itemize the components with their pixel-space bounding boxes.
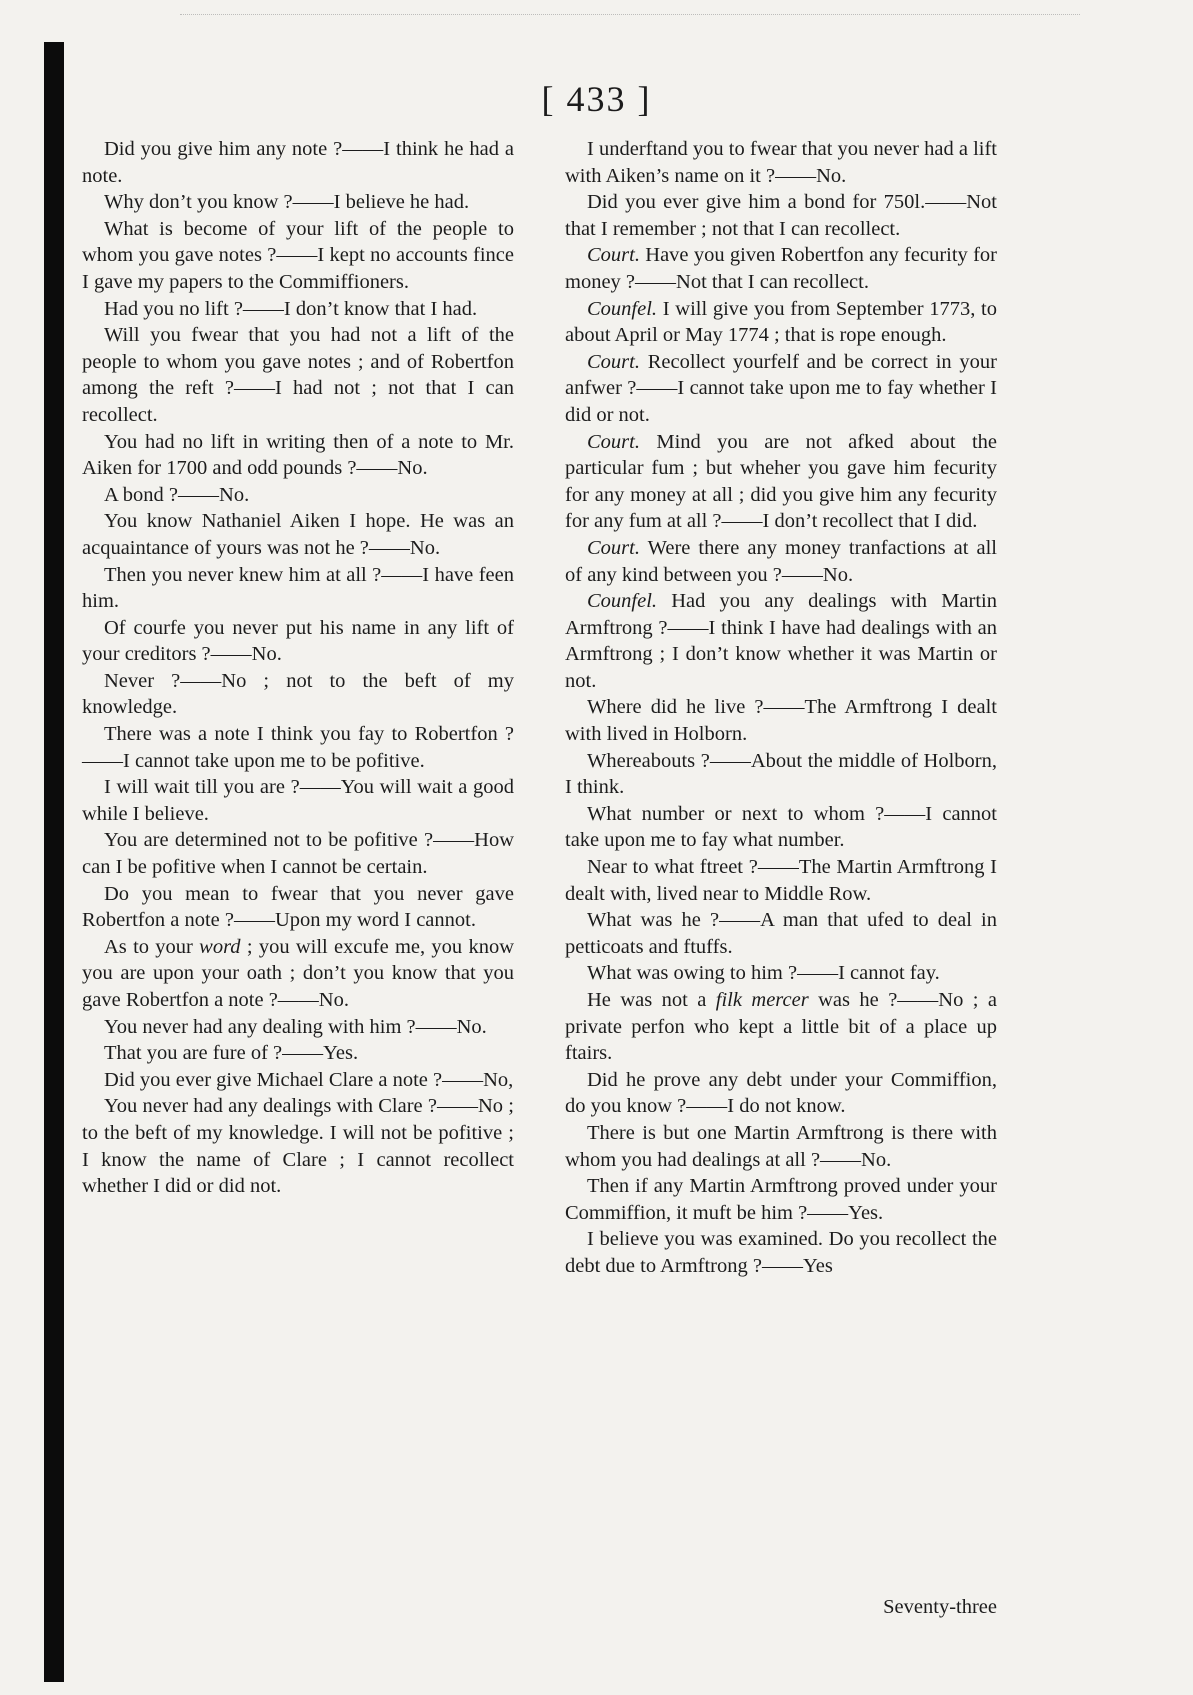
italic-text: Court. bbox=[587, 350, 640, 373]
paragraph-text: Were there any money tranfactions at all of any kind between you ?——No. bbox=[565, 536, 997, 586]
paragraph bbox=[565, 535, 997, 588]
paragraph: Had you no lift ?——I don’t know that I had. bbox=[104, 297, 478, 320]
paragraph bbox=[565, 588, 997, 694]
italic-text: Court. bbox=[587, 430, 640, 453]
paragraph: A bond ?——No. bbox=[104, 483, 250, 506]
paragraph: I will wait till you are ?——You will wait a good while I believe. bbox=[82, 776, 514, 825]
paragraph: Never ?——No ; not to the beft of my knowledge. bbox=[82, 669, 514, 719]
paragraph: Do you mean to fwear that you never gave Robertfon a note ?——Upon my word I cannot. bbox=[82, 882, 514, 932]
right-column bbox=[565, 136, 997, 1280]
italic-text: Counfel. bbox=[587, 590, 658, 613]
paragraph: There is but one Martin Armftrong is there with whom you had dealings at all ?——No. bbox=[565, 1121, 997, 1171]
paragraph-text: Had you any dealings with Martin Armftrong ?——I think I have had dealings with an Armftrong ; I don’t know whether it was Martin or not. bbox=[565, 590, 997, 692]
paragraph: Did you give him any note ?——I think he had a note. bbox=[82, 138, 514, 187]
paragraph: Did he prove any debt under your Commiffion, do you know ?——I do not know. bbox=[565, 1068, 997, 1118]
paragraph: You are determined not to be pofitive ?——How can I be pofitive when I cannot be certain. bbox=[82, 829, 514, 879]
paragraph bbox=[565, 429, 997, 535]
paragraph-text: I will give you from September 1773, to about April or May 1774 ; that is rope enough. bbox=[565, 297, 997, 347]
italic-text: filk mercer bbox=[715, 989, 809, 1011]
paragraph: That you are fure of ?——Yes. bbox=[104, 1042, 359, 1065]
paragraph: I underftand you to fwear that you never had a lift with Aiken’s name on it ?——No. bbox=[565, 138, 997, 187]
italic-text: Court. bbox=[587, 536, 640, 559]
paragraph-text: was he ?——No ; a private perfon who kept a little bit of a place up ftairs. bbox=[565, 989, 997, 1065]
italic-text: Counfel. bbox=[587, 297, 658, 320]
binding-shadow bbox=[44, 42, 64, 1682]
paragraph bbox=[565, 987, 997, 1067]
paragraph: Whereabouts ?——About the middle of Holborn, I think. bbox=[565, 749, 997, 799]
italic-text: Court. bbox=[587, 244, 640, 267]
paragraph: What was owing to him ?——I cannot fay. bbox=[587, 962, 940, 985]
paragraph-text: He was not a bbox=[587, 989, 716, 1011]
page-number: [ 433 ] bbox=[541, 79, 652, 119]
paragraph: You never had any dealing with him ?——No. bbox=[104, 1015, 487, 1038]
paragraph: Did you ever give him a bond for 750l.——Not that I remember ; not that I can recollect. bbox=[565, 191, 997, 240]
paragraph: You had no lift in writing then of a note to Mr. Aiken for 1700 and odd pounds ?——No. bbox=[82, 430, 514, 480]
paragraph: Will you fwear that you had not a lift of the people to whom you gave notes ; and of Robertfon among the reft ?——I had not ; not that I can recollect. bbox=[82, 324, 514, 426]
italic-text: word bbox=[199, 935, 241, 958]
paragraph bbox=[82, 934, 514, 1014]
paragraph: Where did he live ?——The Armftrong I dealt with lived in Holborn. bbox=[565, 696, 997, 746]
left-column bbox=[82, 136, 514, 1200]
paragraph-text: ; you will excufe me, you know you are upon your oath ; don’t you know that you gave Robertfon a note ?——No. bbox=[82, 935, 514, 1011]
paragraph-text: As to your bbox=[104, 935, 200, 958]
paragraph: What number or next to whom ?——I cannot take upon me to fay what number. bbox=[565, 802, 997, 852]
paragraph: I believe you was examined. Do you recollect the debt due to Armftrong ?——Yes bbox=[565, 1228, 997, 1277]
paragraph: Why don’t you know ?——I believe he had. bbox=[104, 191, 470, 214]
paragraph: Near to what ftreet ?——The Martin Armftrong I dealt with, lived near to Middle Row. bbox=[565, 856, 997, 905]
paragraph: There was a note I think you fay to Robertfon ?——I cannot take upon me to be pofitive. bbox=[82, 723, 514, 772]
paragraph: You never had any dealings with Clare ?——No ; to the beft of my knowledge. I will not be pofitive ; I know the name of Clare ; I cannot recollect whether I did or did not. bbox=[82, 1095, 514, 1198]
paragraph: Then if any Martin Armftrong proved under your Commiffion, it muft be him ?——Yes. bbox=[565, 1175, 997, 1224]
paragraph bbox=[565, 349, 997, 429]
scan-noise bbox=[180, 14, 1080, 21]
paragraph bbox=[565, 242, 997, 295]
paragraph bbox=[565, 296, 997, 349]
paragraph-text: Recollect yourfelf and be correct in your anfwer ?——I cannot take upon me to fay whether I did or not. bbox=[565, 350, 997, 426]
paragraph: Of courfe you never put his name in any lift of your creditors ?——No. bbox=[82, 616, 514, 666]
paragraph: Then you never knew him at all ?——I have feen him. bbox=[82, 563, 514, 613]
catchword: Seventy-three bbox=[883, 1596, 997, 1618]
paragraph-text: Mind you are not afked about the particular fum ; but wheher you gave him fecurity for any money at all ; did you give him any fecurity for any fum at all ?——I don’t recollect that I did. bbox=[565, 430, 997, 533]
paragraph: What is become of your lift of the people to whom you gave notes ?——I kept no accounts fince I gave my papers to the Commiffioners. bbox=[82, 217, 514, 293]
paragraph: You know Nathaniel Aiken I hope. He was an acquaintance of yours was not he ?——No. bbox=[82, 510, 514, 559]
paragraph: What was he ?——A man that ufed to deal in petticoats and ftuffs. bbox=[565, 909, 997, 958]
paragraph: Did you ever give Michael Clare a note ?——No, bbox=[104, 1068, 514, 1091]
paragraph-text: Have you given Robertfon any fecurity for money ?——Not that I can recollect. bbox=[565, 244, 997, 293]
